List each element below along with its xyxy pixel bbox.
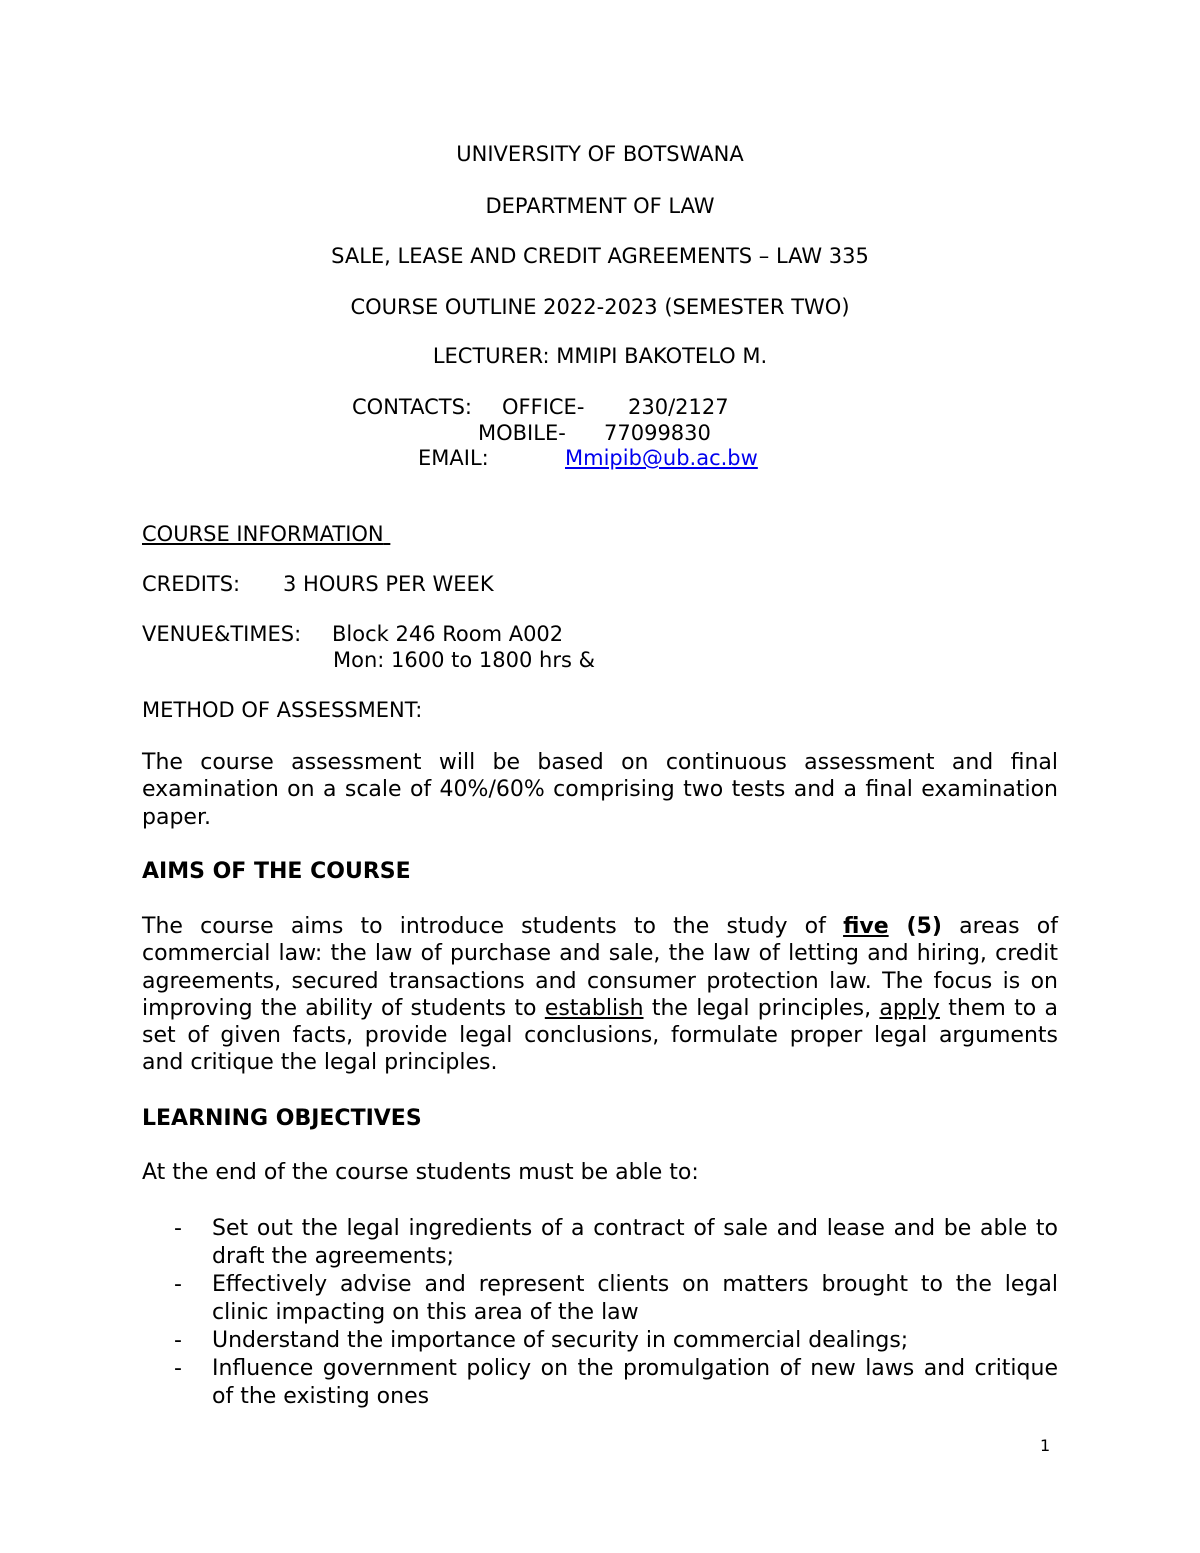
office-number: 230/2127 [628,395,729,419]
bullet-dash: - [174,1356,182,1381]
email-label: EMAIL: [418,446,489,470]
course-information-heading-text: COURSE INFORMATION [142,522,384,546]
aims-apply-emphasis: apply [879,995,940,1021]
page-number: 1 [1040,1436,1051,1455]
aims-text-part4: them to a set of given facts, provide legal conclusions, formulate proper legal arguments and critique the legal principles. [142,995,1058,1076]
objective-item [142,1215,1058,1271]
aims-five-emphasis: five [843,914,889,939]
bullet-dash: - [174,1216,182,1241]
lecturer-name: LECTURER: MMIPI BAKOTELO M. [432,344,768,368]
venue-label: VENUE&TIMES: [142,622,302,646]
objective-item [142,1271,1058,1327]
university-name: UNIVERSITY OF BOTSWANA [456,142,744,166]
mobile-number: 77099830 [604,421,711,445]
credits-label: CREDITS: [142,572,241,596]
objective-text: Set out the legal ingredients of a contract of sale and lease and be able to draft the agreements; [212,1216,1058,1269]
credits-value: 3 HOURS PER WEEK [283,572,494,596]
objective-text: Effectively advise and represent clients on matters brought to the legal clinic impacting on this area of the law [212,1272,1058,1325]
times-value: Mon: 1600 to 1800 hrs & [333,648,595,672]
course-information-heading [142,521,390,547]
assessment-paragraph: The course assessment will be based on continuous assessment and final examination on a scale of 40%/60% comprising two tests and a final examination paper. [142,750,1058,830]
bullet-dash: - [174,1328,182,1353]
objective-item [142,1327,1058,1355]
aims-text-part1: The course aims to introduce students to the study of [142,914,844,939]
objective-item [142,1355,1058,1411]
department-name: DEPARTMENT OF LAW [485,194,715,218]
objective-text: Understand the importance of security in commercial dealings; [212,1328,909,1353]
aims-heading: AIMS OF THE COURSE [142,859,411,884]
course-outline-title: COURSE OUTLINE 2022-2023 (SEMESTER TWO) [350,295,850,319]
objectives-heading: LEARNING OBJECTIVES [142,1106,422,1131]
objective-text: Influence government policy on the promulgation of new laws and critique of the existing ones [212,1356,1058,1409]
mobile-label: MOBILE- [478,421,566,445]
aims-establish-emphasis: establish [544,995,644,1021]
office-label: OFFICE- [502,395,585,419]
aims-five-number: (5) [888,914,942,939]
venue-value: Block 246 Room A002 [332,622,564,646]
email-link[interactable]: Mmipib@ub.ac.bw [565,446,758,470]
objectives-intro: At the end of the course students must be able to: [142,1160,699,1185]
aims-paragraph [142,913,1058,1077]
aims-text-part3: the legal principles, [643,995,880,1021]
bullet-dash: - [174,1272,182,1297]
assessment-heading: METHOD OF ASSESSMENT: [142,698,423,722]
contacts-label: CONTACTS: [352,395,472,419]
aims-text-part2: areas of commercial law: the law of purchase and sale, the law of letting and hiring, credit agreements, secured transactions and consumer protection law. The focus is on improving the ability of students to [142,914,1058,1021]
course-title: SALE, LEASE AND CREDIT AGREEMENTS – LAW 335 [331,244,869,268]
